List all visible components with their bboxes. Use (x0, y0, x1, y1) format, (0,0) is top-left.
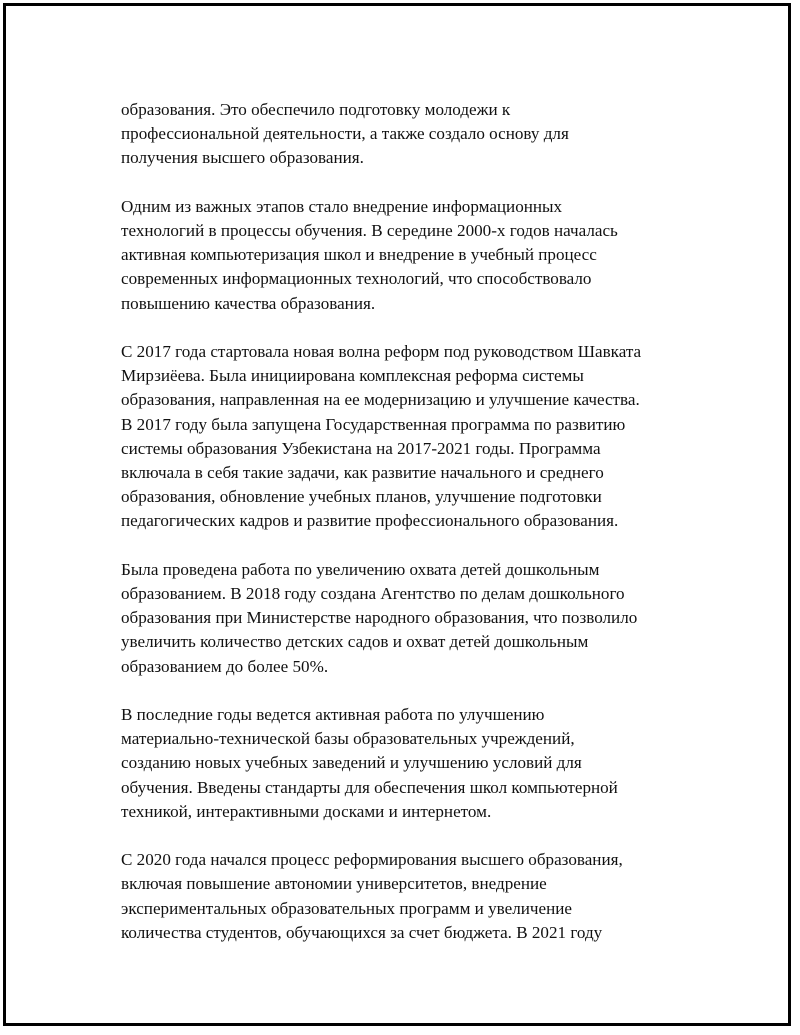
text-line: образования. Это обеспечило подготовку молодежи к (121, 100, 511, 119)
text-line: материально-технической базы образовательных учреждений, (121, 729, 575, 749)
text-line: С 2017 года стартовала новая волна реформ под руководством Шавката (121, 342, 642, 361)
text-line: профессиональной деятельности, а также создало основу для (121, 124, 569, 144)
document-page (3, 3, 791, 1026)
paragraph-6 (121, 848, 721, 945)
paragraph-3 (121, 340, 721, 534)
text-line: Мирзиёева. Была инициирована комплексная реформа системы (121, 366, 584, 386)
text-line: техникой, интерактивными досками и интернетом. (121, 801, 492, 821)
paragraph-1 (121, 98, 721, 171)
text-line: образованием. В 2018 году создана Агентство по делам дошкольного (121, 584, 625, 604)
text-line: технологий в процессы обучения. В середине 2000-х годов началась (121, 221, 618, 240)
text-line: количества студентов, обучающихся за счет бюджета. В 2021 году (121, 922, 603, 942)
document-body (121, 98, 721, 969)
text-line: экспериментальных образовательных программ и увеличение (121, 898, 572, 918)
text-line: Одним из важных этапов стало внедрение информационных (121, 196, 563, 216)
text-line: включая повышение автономии университетов, внедрение (121, 874, 547, 894)
paragraph-4 (121, 558, 721, 679)
text-line: системы образования Узбекистана на 2017-2021 годы. Программа (121, 438, 601, 458)
text-line: обучения. Введены стандарты для обеспечения школ компьютерной (121, 777, 618, 797)
text-line: педагогических кадров и развитие профессионального образования. (121, 511, 619, 531)
text-line: образования, обновление учебных планов, улучшение подготовки (121, 487, 602, 507)
text-line: В 2017 году была запущена Государственная программа по развитию (121, 414, 626, 434)
text-line: активная компьютеризация школ и внедрение в учебный процесс (121, 245, 597, 265)
text-line: Была проведена работа по увеличению охвата детей дошкольным (121, 559, 600, 579)
text-line: С 2020 года начался процесс реформирования высшего образования, (121, 850, 623, 870)
text-line: современных информационных технологий, что способствовало (121, 269, 592, 289)
text-line: включала в себя такие задачи, как развитие начального и среднего (121, 463, 604, 483)
text-line: увеличить количество детских садов и охват детей дошкольным (121, 632, 589, 652)
paragraph-5 (121, 703, 721, 824)
paragraph-2 (121, 195, 721, 316)
text-line: образования при Министерстве народного образования, что позволило (121, 608, 638, 628)
text-line: получения высшего образования. (121, 148, 364, 168)
text-line: повышению качества образования. (121, 293, 376, 313)
text-line: созданию новых учебных заведений и улучшению условий для (121, 753, 582, 773)
text-line: В последние годы ведется активная работа по улучшению (121, 705, 545, 725)
text-line: образования, направленная на ее модернизацию и улучшение качества. (121, 390, 640, 410)
text-line: образованием до более 50%. (121, 656, 329, 676)
